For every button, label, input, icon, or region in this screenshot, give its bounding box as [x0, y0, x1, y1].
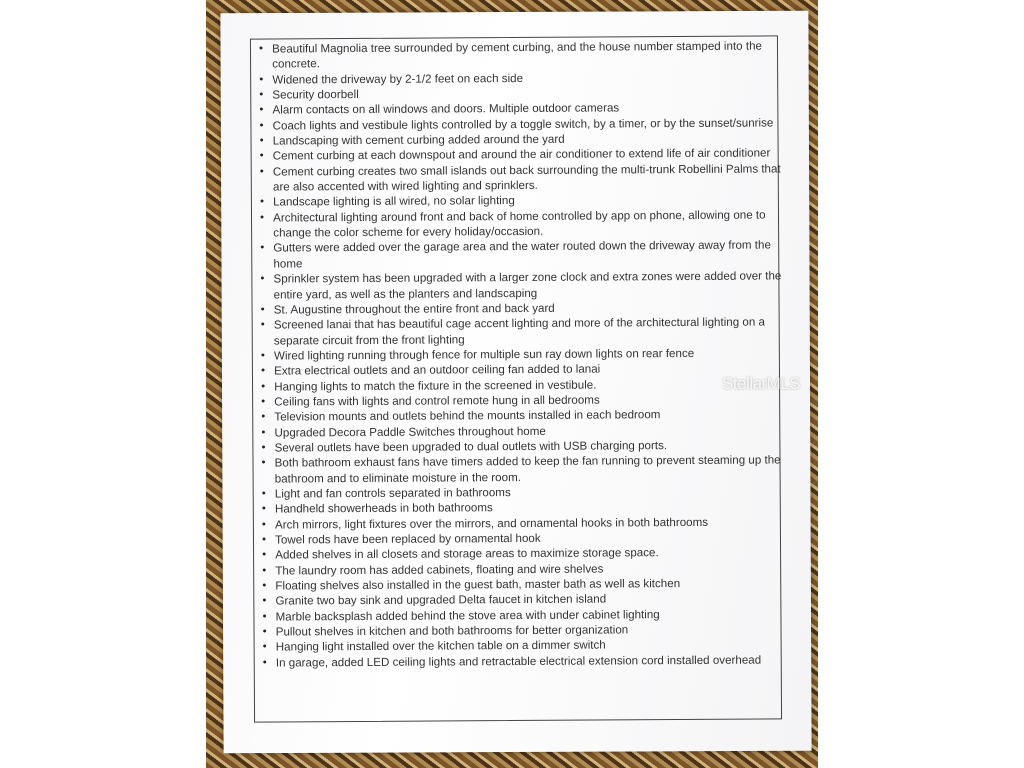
- list-item: • Alarm contacts on all windows and doors. Multiple outdoor cameras: [272, 100, 788, 118]
- list-item: • Landscape lighting is all wired, no solar lighting: [273, 192, 789, 210]
- list-item: • The laundry room has added cabinets, floating and wire shelves: [275, 560, 791, 578]
- list-item: • Screened lanai that has beautiful cage accent lighting and more of the architectural lighting on a separate circuit from the front lighting: [274, 315, 790, 349]
- list-item: • Gutters were added over the garage area and the water routed down the driveway away from the home: [273, 238, 789, 272]
- list-item: • Television mounts and outlets behind the mounts installed in each bedroom: [274, 407, 790, 425]
- list-item: • Architectural lighting around front and back of home controlled by app on phone, allowing one to change the color scheme for every holiday/occasion.: [273, 207, 789, 241]
- list-item: • Pullout shelves in kitchen and both bathrooms for better organization: [276, 621, 792, 639]
- list-item: • Hanging lights to match the fixture in the screened in vestibule.: [274, 376, 790, 394]
- list-item: • Wired lighting running through fence for multiple sun ray down lights on rear fence: [274, 345, 790, 363]
- list-item: • Sprinkler system has been upgraded with a larger zone clock and extra zones were added over the entire yard, as well as the planters and landscaping: [273, 269, 789, 303]
- list-item: • Granite two bay sink and upgraded Delta faucet in kitchen island: [275, 591, 791, 609]
- list-item: • Security doorbell: [272, 84, 788, 102]
- list-item: • Floating shelves also installed in the guest bath, master bath as well as kitchen: [275, 575, 791, 593]
- list-item: • Hanging light installed over the kitchen table on a dimmer switch: [276, 637, 792, 655]
- watermark: StellarMLS: [722, 374, 801, 393]
- list-item: • Landscaping with cement curbing added around the yard: [273, 130, 789, 148]
- list-item: • Beautiful Magnolia tree surrounded by cement curbing, and the house number stamped into the concrete.: [272, 38, 788, 72]
- list-item: • Handheld showerheads in both bathrooms: [275, 499, 791, 517]
- list-item: • Arch mirrors, light fixtures over the mirrors, and ornamental hooks in both bathrooms: [275, 514, 791, 532]
- list-item: • Coach lights and vestibule lights controlled by a toggle switch, by a timer, or by the sunset/sunrise: [273, 115, 789, 133]
- list-item: • Ceiling fans with lights and control remote hung in all bedrooms: [274, 391, 790, 409]
- list-item: • Light and fan controls separated in bathrooms: [275, 483, 791, 501]
- list-item: • St. Augustine throughout the entire front and back yard: [274, 299, 790, 317]
- list-item: • Cement curbing at each downspout and around the air conditioner to extend life of air conditioner: [273, 146, 789, 164]
- list-item: • In garage, added LED ceiling lights and retractable electrical extension cord installed overhead: [276, 652, 792, 670]
- list-item: • Added shelves in all closets and storage areas to maximize storage space.: [275, 545, 791, 563]
- list-item: • Towel rods have been replaced by ornamental hook: [275, 529, 791, 547]
- upgrades-list: [254, 38, 792, 670]
- list-item: • Marble backsplash added behind the stove area with under cabinet lighting: [276, 606, 792, 624]
- list-item: • Upgraded Decora Paddle Switches throughout home: [274, 422, 790, 440]
- list-item: • Extra electrical outlets and an outdoor ceiling fan added to lanai: [274, 361, 790, 379]
- list-item: • Several outlets have been upgraded to dual outlets with USB charging ports.: [275, 437, 791, 455]
- list-item: • Cement curbing creates two small islands out back surrounding the multi-trunk Robellini Palms that are also accented with wired lighting and sprinklers.: [273, 161, 789, 195]
- list-item: • Both bathroom exhaust fans have timers added to keep the fan running to prevent steaming up the bathroom and to eliminate moisture in the room.: [275, 453, 791, 487]
- list-item: • Widened the driveway by 2-1/2 feet on each side: [272, 69, 788, 87]
